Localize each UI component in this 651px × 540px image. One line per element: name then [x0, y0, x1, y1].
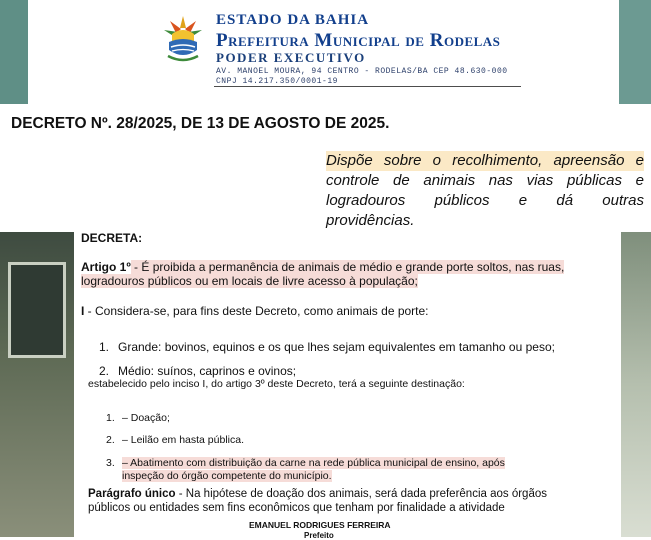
paragrafo-unico-line-1: Parágrafo único - Na hipótese de doação dos animais, será dada preferência aos órgãos — [88, 488, 547, 500]
summary-line: providências. — [326, 212, 415, 229]
article-1-line-2: logradouros públicos ou em locais de livre acesso à população; — [81, 274, 418, 288]
porte-item-text: Médio: suínos, caprinos e ovinos; — [118, 364, 297, 378]
letterhead-divider — [214, 86, 521, 87]
destination-item-number: 2. — [106, 434, 115, 446]
signer-name: EMANUEL RODRIGUES FERREIRA — [249, 520, 391, 530]
porte-item-text: Grande: bovinos, equinos e os que lhes sejam equivalentes em tamanho ou peso; — [118, 340, 555, 354]
destination-item-number: 1. — [106, 412, 115, 424]
destination-item-text: – Abatimento com distribuição da carne na rede pública municipal de ensino, após — [122, 457, 505, 469]
background-building-left — [0, 232, 74, 537]
signer-role: Prefeito — [304, 531, 334, 540]
article-1-line-1 — [81, 260, 564, 274]
letterhead-power: PODER EXECUTIVO — [216, 50, 366, 65]
background-photo-right — [619, 0, 651, 104]
letterhead-state: ESTADO DA BAHIA — [216, 12, 370, 28]
letterhead-address: AV. MANOEL MOURA, 94 CENTRO - RODELAS/BA CEP 48.630-000 — [216, 67, 508, 76]
destination-item-text: – Leilão em hasta pública. — [122, 434, 244, 446]
inciso-1 — [81, 304, 429, 318]
decree-summary — [326, 151, 644, 231]
summary-line: logradouros públicos e dá outras — [326, 192, 644, 209]
decreta-heading: DECRETA: — [81, 231, 143, 245]
summary-line: Dispõe sobre o recolhimento, apreensão e — [326, 152, 644, 169]
summary-line: controle de animais nas vias públicas e — [326, 172, 644, 189]
destination-item-number: 3. — [106, 457, 115, 469]
article-1-text: - É proibida a permanência de animais de médio e grande porte soltos, nas ruas, — [130, 260, 565, 274]
destination-item-text-cont: inspeção do órgão competente do município. — [122, 470, 332, 482]
porte-item-number: 2. — [99, 364, 110, 378]
municipal-crest-icon — [160, 12, 206, 66]
paragrafo-unico-line-2: públicos ou entidades sem fins econômicos que tenham por finalidade a atividade — [88, 502, 505, 514]
paragrafo-unico-label: Parágrafo único — [88, 488, 176, 500]
background-building-right — [621, 232, 651, 537]
inciso-label: I — [81, 304, 85, 318]
article-1-label: Artigo 1º — [81, 260, 131, 274]
decree-title: DECRETO Nº. 28/2025, DE 13 DE AGOSTO DE 2025. — [11, 115, 390, 132]
inciso-text: - Considera-se, para fins deste Decreto, como animais de porte: — [84, 304, 429, 318]
destination-intro: estabelecido pelo inciso I, do artigo 3º deste Decreto, terá a seguinte destinação: — [88, 378, 465, 390]
letterhead-city: Prefeitura Municipal de Rodelas — [216, 30, 501, 51]
destination-item-text: – Doação; — [122, 412, 170, 424]
background-photo-left — [0, 0, 28, 104]
porte-item-number: 1. — [99, 340, 110, 354]
letterhead-cnpj: CNPJ 14.217.350/0001-19 — [216, 77, 338, 86]
